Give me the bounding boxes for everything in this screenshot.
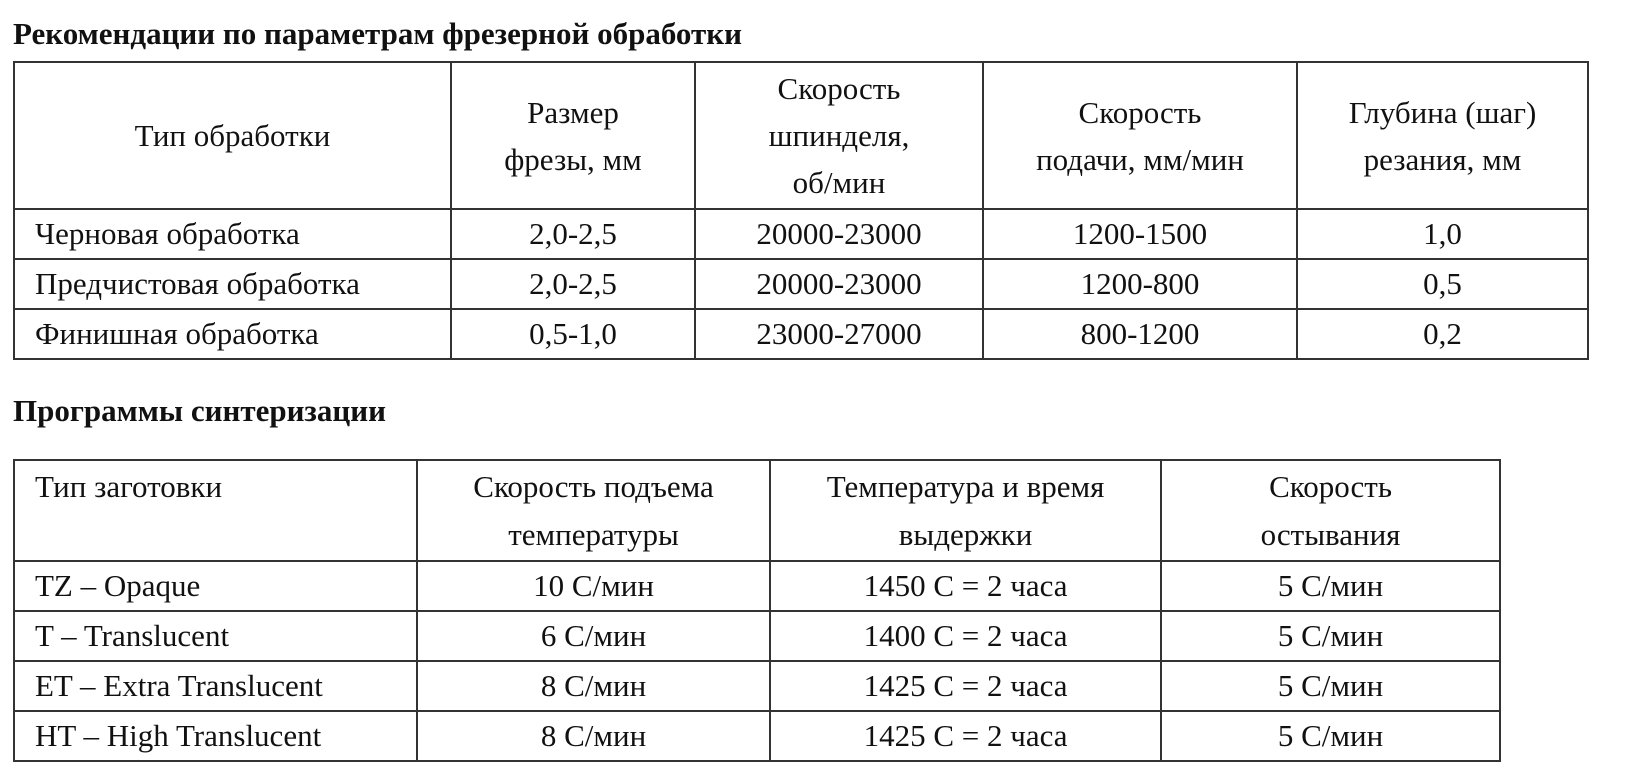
table-cell: 1200-1500 xyxy=(983,209,1297,259)
header-line: Скорость подъема xyxy=(473,469,714,504)
table-cell: 8 С/мин xyxy=(417,711,770,761)
table-row xyxy=(14,309,1588,359)
sintering-section-title: Программы синтеризации xyxy=(13,393,386,428)
table-cell: TZ – Opaque xyxy=(14,561,417,611)
column-header-feed-rate xyxy=(983,62,1297,209)
header-line: Размер xyxy=(527,94,619,130)
header-line: Скорость xyxy=(777,71,901,106)
column-header-cut-depth xyxy=(1297,62,1588,209)
table-cell: 20000-23000 xyxy=(695,259,983,309)
table-cell: 1450 С = 2 часа xyxy=(770,561,1161,611)
table-cell: 20000-23000 xyxy=(695,209,983,259)
header-line: Тип обработки xyxy=(134,118,331,153)
table-cell: Черновая обработка xyxy=(14,209,451,259)
column-header-processing-type xyxy=(14,62,451,209)
table-row xyxy=(14,611,1500,661)
milling-parameters-table xyxy=(13,61,1589,360)
header-line: резания, мм xyxy=(1363,141,1522,177)
table-row xyxy=(14,209,1588,259)
table-cell: 0,5-1,0 xyxy=(451,309,695,359)
table-cell: 2,0-2,5 xyxy=(451,209,695,259)
column-header-spindle-speed xyxy=(695,62,983,209)
table-row xyxy=(14,711,1500,761)
sintering-programs-table xyxy=(13,459,1501,762)
table-cell: 2,0-2,5 xyxy=(451,259,695,309)
header-line: Скорость xyxy=(1269,469,1392,504)
table-cell: 5 С/мин xyxy=(1161,561,1500,611)
header-line: Глубина (шаг) xyxy=(1348,94,1537,130)
milling-section-title: Рекомендации по параметрам фрезерной обработки xyxy=(13,16,742,51)
column-header-heating-rate xyxy=(417,460,770,561)
table-cell: 8 С/мин xyxy=(417,661,770,711)
column-header-cooling-rate xyxy=(1161,460,1500,561)
column-header-hold-temperature-time xyxy=(770,460,1161,561)
table-cell: 1425 С = 2 часа xyxy=(770,711,1161,761)
table-header-row xyxy=(14,62,1588,209)
table-cell: 1400 С = 2 часа xyxy=(770,611,1161,661)
table-cell: 1425 С = 2 часа xyxy=(770,661,1161,711)
table-cell: 5 С/мин xyxy=(1161,711,1500,761)
header-line: Температура и время xyxy=(826,469,1105,504)
table-cell: 1,0 xyxy=(1297,209,1588,259)
table-cell: 5 С/мин xyxy=(1161,611,1500,661)
column-header-cutter-size xyxy=(451,62,695,209)
header-line: шпинделя, xyxy=(768,118,910,153)
header-line: Тип заготовки xyxy=(35,469,223,504)
table-cell: 1200-800 xyxy=(983,259,1297,309)
header-line: об/мин xyxy=(792,165,886,200)
table-cell: T – Translucent xyxy=(14,611,417,661)
header-line: выдержки xyxy=(898,517,1033,552)
table-row xyxy=(14,561,1500,611)
table-cell: Предчистовая обработка xyxy=(14,259,451,309)
table-cell: 6 С/мин xyxy=(417,611,770,661)
header-line: температуры xyxy=(508,517,679,552)
table-cell: 5 С/мин xyxy=(1161,661,1500,711)
header-line: Скорость xyxy=(1078,94,1202,130)
table-cell: 0,5 xyxy=(1297,259,1588,309)
column-header-blank-type xyxy=(14,460,417,561)
table-cell: 23000-27000 xyxy=(695,309,983,359)
table-cell: Финишная обработка xyxy=(14,309,451,359)
table-cell: ET – Extra Translucent xyxy=(14,661,417,711)
table-cell: 0,2 xyxy=(1297,309,1588,359)
table-row xyxy=(14,259,1588,309)
table-cell: 10 С/мин xyxy=(417,561,770,611)
table-cell: HT – High Translucent xyxy=(14,711,417,761)
table-row xyxy=(14,661,1500,711)
header-line: остывания xyxy=(1260,517,1401,552)
header-line: фрезы, мм xyxy=(504,141,642,177)
header-line: подачи, мм/мин xyxy=(1036,141,1244,177)
table-header-row xyxy=(14,460,1500,561)
table-cell: 800-1200 xyxy=(983,309,1297,359)
